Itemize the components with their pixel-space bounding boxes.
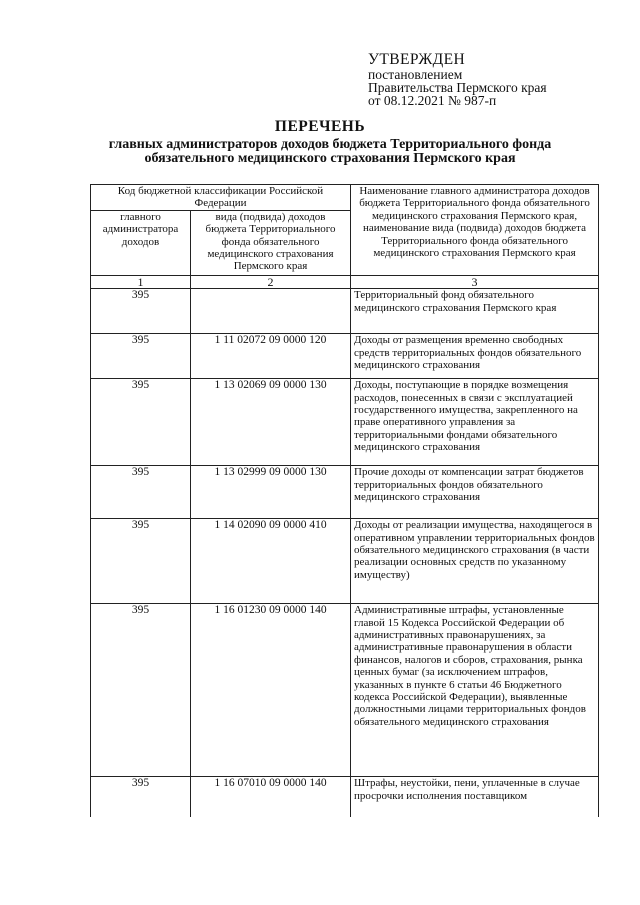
table-row	[91, 379, 599, 466]
column-number-1: 1	[91, 275, 191, 288]
approval-stamp	[368, 52, 608, 107]
approval-heading: УТВЕРЖДЕН	[368, 51, 466, 68]
revenue-code-cell	[191, 289, 351, 334]
table-row	[91, 334, 599, 379]
column-number-3: 3	[351, 275, 599, 288]
revenue-name-cell: Доходы от размещения временно свободных средств территориальных фондов обязательного медицинского страхования	[351, 334, 599, 379]
revenue-name-cell: Доходы, поступающие в порядке возмещения расходов, понесенных в связи с эксплуатацией государственного имущества, закрепленного на праве оперативного управления за территориальными фондами обязательного медицинского страхования	[351, 379, 599, 466]
revenue-code-cell: 1 16 01230 09 0000 140	[191, 604, 351, 777]
revenue-code-cell: 1 13 02069 09 0000 130	[191, 379, 351, 466]
column-number-row	[91, 275, 599, 288]
header-name: Наименование главного администратора доходов бюджета Территориального фонда обязательного медицинского страхования Пермского края, наименование вида (подвида) доходов бюджета Территориального фонда обязательного медицинского страхования Пермского края	[351, 185, 599, 276]
column-number-2: 2	[191, 275, 351, 288]
table-body	[91, 289, 599, 818]
table-row	[91, 519, 599, 604]
admin-code-cell: 395	[91, 604, 191, 777]
table-row	[91, 604, 599, 777]
revenue-administrators-table	[90, 184, 599, 817]
admin-code-cell: 395	[91, 519, 191, 604]
document-title: ПЕРЕЧЕНЬ	[274, 118, 366, 135]
admin-code-cell: 395	[91, 379, 191, 466]
revenue-code-cell: 1 14 02090 09 0000 410	[191, 519, 351, 604]
header-admin: главного администратора доходов	[91, 210, 191, 275]
approval-line-1: постановлением	[368, 67, 463, 82]
admin-code-cell: 395	[91, 777, 191, 818]
revenue-name-cell: Прочие доходы от компенсации затрат бюджетов территориальных фондов обязательного медицинского страхования	[351, 466, 599, 519]
header-kbk: Код бюджетной классификации Российской Федерации	[91, 185, 351, 211]
admin-code-cell: 395	[91, 466, 191, 519]
admin-code-cell: 395	[91, 289, 191, 334]
approval-line-3: от 08.12.2021 № 987-п	[368, 93, 497, 108]
approval-line-2: Правительства Пермского края	[368, 80, 547, 95]
table-row	[91, 289, 599, 334]
revenue-name-cell: Территориальный фонд обязательного медицинского страхования Пермского края	[351, 289, 599, 334]
revenue-code-cell: 1 11 02072 09 0000 120	[191, 334, 351, 379]
revenue-code-cell: 1 16 07010 09 0000 140	[191, 777, 351, 818]
document-subtitle: главных администраторов доходов бюджета Территориального фонда обязательного медицинского страхования Пермского края	[108, 137, 552, 166]
admin-code-cell: 395	[91, 334, 191, 379]
table-row	[91, 777, 599, 818]
revenue-name-cell: Штрафы, неустойки, пени, уплаченные в случае просрочки исполнения поставщиком	[351, 777, 599, 818]
table-header-row	[91, 185, 599, 211]
revenue-name-cell: Административные штрафы, установленные главой 15 Кодекса Российской Федерации об административных правонарушениях, за административные правонарушения в области финансов, налогов и сборов, страхования, рынка ценных бумаг (за исключением штрафов, указанных в пункте 6 статьи 46 Бюджетного кодекса Российской Федерации), выявленные должностными лицами территориальных фондов обязательного медицинского страхования	[351, 604, 599, 777]
revenue-code-cell: 1 13 02999 09 0000 130	[191, 466, 351, 519]
table-row	[91, 466, 599, 519]
revenue-name-cell: Доходы от реализации имущества, находящегося в оперативном управлении территориальных фондов обязательного медицинского страхования (в части реализации основных средств по указанному имуществу)	[351, 519, 599, 604]
header-type: вида (подвида) доходов бюджета Территориального фонда обязательного медицинского страхования Пермского края	[191, 210, 351, 275]
